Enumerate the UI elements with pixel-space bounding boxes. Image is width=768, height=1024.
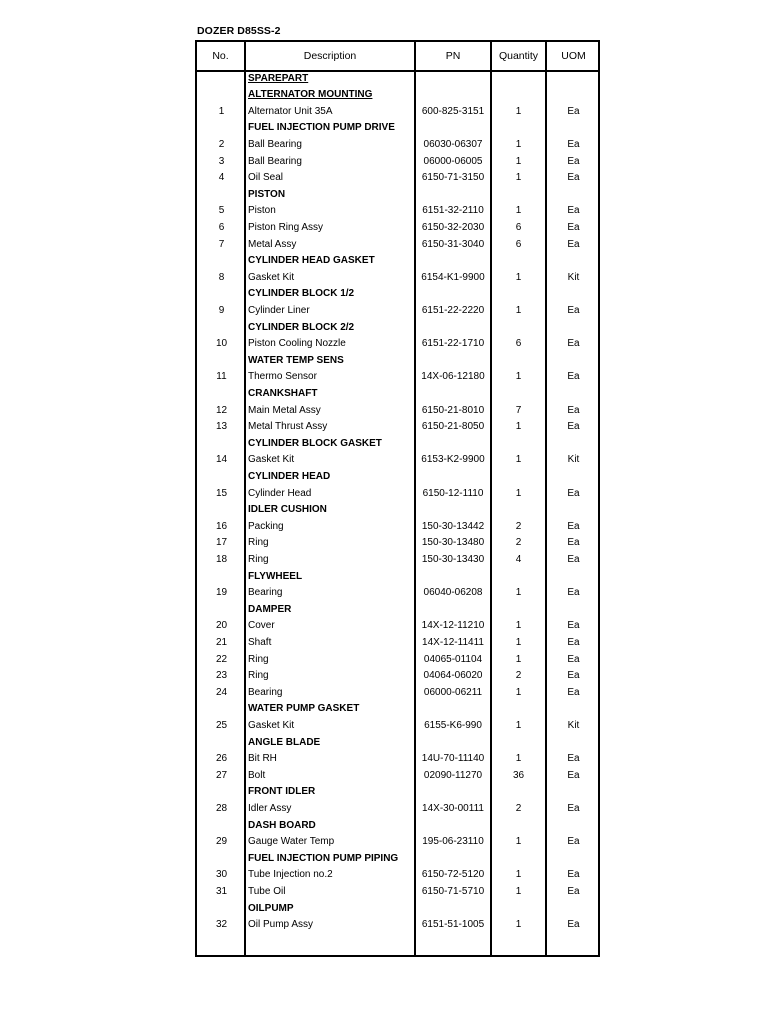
cell-description: Idler Assy	[248, 802, 292, 814]
table-row	[197, 768, 598, 785]
header-description: Description	[303, 50, 357, 62]
cell-no: 4	[218, 172, 225, 184]
cell-uom: Ea	[567, 553, 580, 565]
cell-no: 23	[215, 670, 228, 682]
cell-pn: 6153-K2-9900	[421, 454, 485, 466]
cell-pn: 06000-06211	[423, 686, 483, 698]
section-header-row	[197, 286, 598, 303]
cell-pn: 6150-32-2030	[421, 221, 485, 233]
section-header-row	[197, 602, 598, 619]
table-row	[197, 635, 598, 652]
cell-description: Oil Pump Assy	[248, 919, 314, 931]
cell-no: 21	[215, 636, 228, 648]
cell-pn: 6151-32-2110	[422, 205, 484, 217]
section-title: WATER PUMP GASKET	[248, 703, 360, 715]
cell-no: 27	[215, 769, 228, 781]
section-title: CYLINDER HEAD	[248, 470, 331, 482]
cell-description: Main Metal Assy	[248, 404, 321, 416]
table-row	[197, 220, 598, 237]
section-header-row	[197, 901, 598, 918]
table-row	[197, 884, 598, 901]
cell-description: Thermo Sensor	[248, 371, 317, 383]
header-quantity: Quantity	[498, 50, 539, 62]
cell-uom: Ea	[567, 670, 580, 682]
cell-quantity: 6	[515, 238, 522, 250]
section-header-row	[197, 386, 598, 403]
section-title: PISTON	[248, 188, 286, 200]
section-header-row	[197, 784, 598, 801]
section-title: CYLINDER HEAD GASKET	[248, 255, 375, 267]
section-header-row	[197, 569, 598, 586]
cell-pn: 6150-31-3040	[421, 238, 485, 250]
section-header-row	[197, 436, 598, 453]
cell-pn: 6150-21-8010	[421, 404, 485, 416]
cell-quantity: 2	[515, 537, 522, 549]
table-row	[197, 552, 598, 569]
table-row	[197, 486, 598, 503]
section-header-row	[197, 701, 598, 718]
section-title: FUEL INJECTION PUMP PIPING	[248, 852, 399, 864]
cell-description: Piston Ring Assy	[248, 221, 324, 233]
cell-uom: Ea	[567, 620, 580, 632]
cell-pn: 04065-01104	[423, 653, 483, 665]
section-title: DASH BOARD	[248, 819, 316, 831]
cell-quantity: 1	[515, 620, 522, 632]
cell-pn: 600-825-3151	[421, 105, 485, 117]
cell-no: 14	[215, 454, 228, 466]
document-title: DOZER D85SS-2	[197, 25, 281, 37]
table-row	[197, 403, 598, 420]
cell-no: 6	[218, 221, 225, 233]
table-row	[197, 336, 598, 353]
table-row	[197, 535, 598, 552]
cell-quantity: 1	[515, 686, 522, 698]
cell-pn: 06000-06005	[423, 155, 483, 167]
cell-pn: 6150-72-5120	[421, 869, 485, 881]
cell-no: 10	[215, 338, 228, 350]
section-header-row	[197, 851, 598, 868]
section-title: DAMPER	[248, 603, 292, 615]
table-row	[197, 203, 598, 220]
cell-uom: Ea	[567, 919, 580, 931]
header-uom: UOM	[561, 50, 586, 62]
section-title: SPAREPART	[248, 72, 309, 84]
cell-uom: Ea	[567, 653, 580, 665]
section-title: ALTERNATOR MOUNTING	[248, 89, 373, 101]
cell-description: Cylinder Head	[248, 487, 312, 499]
cell-description: Oil Seal	[248, 172, 284, 184]
cell-uom: Ea	[567, 869, 580, 881]
cell-quantity: 1	[515, 487, 522, 499]
cell-description: Alternator Unit 35A	[248, 105, 333, 117]
cell-pn: 14U-70-11140	[421, 753, 485, 765]
cell-quantity: 1	[515, 636, 522, 648]
cell-no: 15	[215, 487, 228, 499]
cell-uom: Ea	[567, 205, 580, 217]
cell-pn: 6150-12-1110	[422, 487, 484, 499]
cell-pn: 6155-K6-990	[424, 719, 482, 731]
cell-quantity: 1	[515, 421, 522, 433]
cell-uom: Ea	[567, 138, 580, 150]
table-row	[197, 237, 598, 254]
cell-description: Shaft	[248, 636, 272, 648]
cell-no: 9	[218, 304, 225, 316]
cell-no: 1	[218, 105, 225, 117]
cell-description: Gasket Kit	[248, 454, 295, 466]
cell-quantity: 6	[515, 221, 522, 233]
cell-quantity: 1	[515, 205, 522, 217]
cell-quantity: 1	[515, 753, 522, 765]
cell-no: 17	[215, 537, 228, 549]
table-row	[197, 170, 598, 187]
cell-no: 18	[215, 553, 228, 565]
cell-pn: 14X-12-11411	[422, 636, 484, 648]
cell-no: 32	[215, 919, 228, 931]
cell-description: Ring	[248, 670, 269, 682]
section-title: ANGLE BLADE	[248, 736, 321, 748]
cell-quantity: 6	[515, 338, 522, 350]
cell-pn: 150-30-13430	[421, 553, 485, 565]
cell-description: Gasket Kit	[248, 719, 295, 731]
cell-quantity: 2	[515, 670, 522, 682]
cell-description: Gasket Kit	[248, 271, 295, 283]
cell-pn: 6151-22-1710	[421, 338, 485, 350]
table-row	[197, 137, 598, 154]
cell-uom: Ea	[567, 172, 580, 184]
table-row	[197, 652, 598, 669]
cell-quantity: 1	[515, 869, 522, 881]
table-row	[197, 270, 598, 287]
cell-description: Packing	[248, 520, 284, 532]
table-row	[197, 685, 598, 702]
cell-description: Metal Assy	[248, 238, 297, 250]
cell-quantity: 1	[515, 587, 522, 599]
cell-quantity: 1	[515, 454, 522, 466]
cell-quantity: 2	[515, 802, 522, 814]
section-header-row	[197, 735, 598, 752]
table-row	[197, 751, 598, 768]
cell-description: Bearing	[248, 587, 283, 599]
section-header-row	[197, 87, 598, 104]
cell-description: Tube Oil	[248, 885, 286, 897]
cell-no: 16	[215, 520, 228, 532]
cell-uom: Kit	[567, 719, 580, 731]
section-header-row	[197, 469, 598, 486]
cell-uom: Ea	[567, 885, 580, 897]
cell-description: Bearing	[248, 686, 283, 698]
cell-no: 19	[215, 587, 228, 599]
cell-uom: Ea	[567, 371, 580, 383]
cell-no: 22	[215, 653, 228, 665]
cell-description: Cylinder Liner	[248, 304, 310, 316]
cell-uom: Ea	[567, 520, 580, 532]
cell-pn: 6151-51-1005	[421, 919, 485, 931]
cell-quantity: 4	[515, 553, 522, 565]
table-row	[197, 519, 598, 536]
cell-no: 5	[218, 205, 225, 217]
table-row	[197, 369, 598, 386]
section-title: CRANKSHAFT	[248, 387, 318, 399]
cell-quantity: 1	[515, 304, 522, 316]
cell-pn: 6150-71-3150	[421, 172, 485, 184]
section-title: FUEL INJECTION PUMP DRIVE	[248, 122, 395, 134]
cell-no: 25	[215, 719, 228, 731]
header-no: No.	[212, 50, 229, 62]
section-title: CYLINDER BLOCK 1/2	[248, 288, 355, 300]
section-header-row	[197, 818, 598, 835]
section-header-row	[197, 120, 598, 137]
section-title: WATER TEMP SENS	[248, 354, 344, 366]
cell-pn: 150-30-13480	[421, 537, 485, 549]
cell-pn: 14X-06-12180	[421, 371, 485, 383]
cell-no: 20	[215, 620, 228, 632]
cell-uom: Ea	[567, 338, 580, 350]
cell-uom: Ea	[567, 587, 580, 599]
cell-pn: 6150-71-5710	[421, 885, 485, 897]
section-title: CYLINDER BLOCK 2/2	[248, 321, 355, 333]
cell-quantity: 1	[515, 155, 522, 167]
table-row	[197, 917, 598, 934]
cell-uom: Ea	[567, 802, 580, 814]
cell-description: Tube Injection no.2	[248, 869, 333, 881]
cell-quantity: 1	[515, 719, 522, 731]
header-pn: PN	[445, 50, 461, 62]
cell-uom: Ea	[567, 487, 580, 499]
cell-uom: Ea	[567, 636, 580, 648]
section-header-row	[197, 320, 598, 337]
cell-no: 31	[215, 885, 228, 897]
table-row	[197, 452, 598, 469]
table-row	[197, 104, 598, 121]
cell-uom: Ea	[567, 836, 580, 848]
table-row	[197, 585, 598, 602]
cell-description: Cover	[248, 620, 275, 632]
cell-no: 28	[215, 802, 228, 814]
cell-description: Piston	[248, 205, 276, 217]
cell-uom: Kit	[567, 271, 580, 283]
cell-no: 12	[215, 404, 228, 416]
cell-no: 11	[216, 371, 227, 383]
table-row	[197, 154, 598, 171]
cell-pn: 14X-30-00111	[422, 802, 484, 814]
parts-table	[195, 40, 600, 957]
table-row	[197, 867, 598, 884]
cell-no: 29	[215, 836, 228, 848]
cell-pn: 02090-11270	[423, 769, 483, 781]
cell-pn: 06040-06208	[423, 587, 483, 599]
section-title: IDLER CUSHION	[248, 504, 327, 516]
cell-description: Ring	[248, 553, 269, 565]
cell-no: 24	[215, 686, 228, 698]
cell-description: Ball Bearing	[248, 155, 302, 167]
cell-description: Gauge Water Temp	[248, 836, 335, 848]
cell-quantity: 1	[515, 653, 522, 665]
cell-quantity: 1	[515, 172, 522, 184]
cell-description: Piston Cooling Nozzle	[248, 338, 346, 350]
cell-uom: Ea	[567, 105, 580, 117]
section-title: OILPUMP	[248, 902, 294, 914]
cell-quantity: 1	[515, 138, 522, 150]
cell-pn: 06030-06307	[423, 138, 483, 150]
cell-description: Ring	[248, 537, 269, 549]
table-row	[197, 618, 598, 635]
cell-quantity: 1	[515, 836, 522, 848]
cell-uom: Ea	[567, 304, 580, 316]
cell-pn: 6150-21-8050	[421, 421, 485, 433]
section-header-row	[197, 253, 598, 270]
section-title: FLYWHEEL	[248, 570, 303, 582]
cell-no: 7	[218, 238, 225, 250]
cell-quantity: 1	[515, 271, 522, 283]
section-header-row	[197, 71, 598, 88]
table-row	[197, 718, 598, 735]
cell-uom: Ea	[567, 686, 580, 698]
cell-pn: 6154-K1-9900	[421, 271, 485, 283]
cell-quantity: 1	[515, 371, 522, 383]
cell-pn: 150-30-13442	[421, 520, 485, 532]
cell-pn: 04064-06020	[423, 670, 483, 682]
table-row	[197, 668, 598, 685]
cell-pn: 14X-12-11210	[421, 620, 485, 632]
cell-no: 30	[215, 869, 228, 881]
cell-uom: Ea	[567, 155, 580, 167]
section-header-row	[197, 353, 598, 370]
table-row	[197, 303, 598, 320]
cell-no: 3	[218, 155, 225, 167]
cell-uom: Ea	[567, 421, 580, 433]
cell-quantity: 1	[515, 105, 522, 117]
table-row	[197, 419, 598, 436]
cell-description: Bit RH	[248, 753, 277, 765]
cell-description: Bolt	[248, 769, 266, 781]
cell-no: 8	[218, 271, 225, 283]
cell-uom: Ea	[567, 769, 580, 781]
table-row	[197, 801, 598, 818]
cell-pn: 6151-22-2220	[421, 304, 485, 316]
cell-quantity: 1	[515, 919, 522, 931]
section-header-row	[197, 187, 598, 204]
cell-quantity: 36	[512, 769, 525, 781]
cell-uom: Ea	[567, 537, 580, 549]
cell-description: Ring	[248, 653, 269, 665]
cell-uom: Ea	[567, 221, 580, 233]
cell-description: Ball Bearing	[248, 138, 302, 150]
cell-quantity: 1	[515, 885, 522, 897]
cell-no: 26	[215, 753, 228, 765]
cell-quantity: 7	[515, 404, 522, 416]
section-header-row	[197, 502, 598, 519]
cell-uom: Ea	[567, 753, 580, 765]
table-row	[197, 834, 598, 851]
section-title: FRONT IDLER	[248, 786, 316, 798]
cell-uom: Kit	[567, 454, 580, 466]
cell-no: 13	[215, 421, 228, 433]
cell-description: Metal Thrust Assy	[248, 421, 328, 433]
cell-quantity: 2	[515, 520, 522, 532]
cell-uom: Ea	[567, 238, 580, 250]
section-title: CYLINDER BLOCK GASKET	[248, 437, 382, 449]
cell-pn: 195-06-23110	[422, 836, 484, 848]
cell-uom: Ea	[567, 404, 580, 416]
cell-no: 2	[218, 138, 225, 150]
